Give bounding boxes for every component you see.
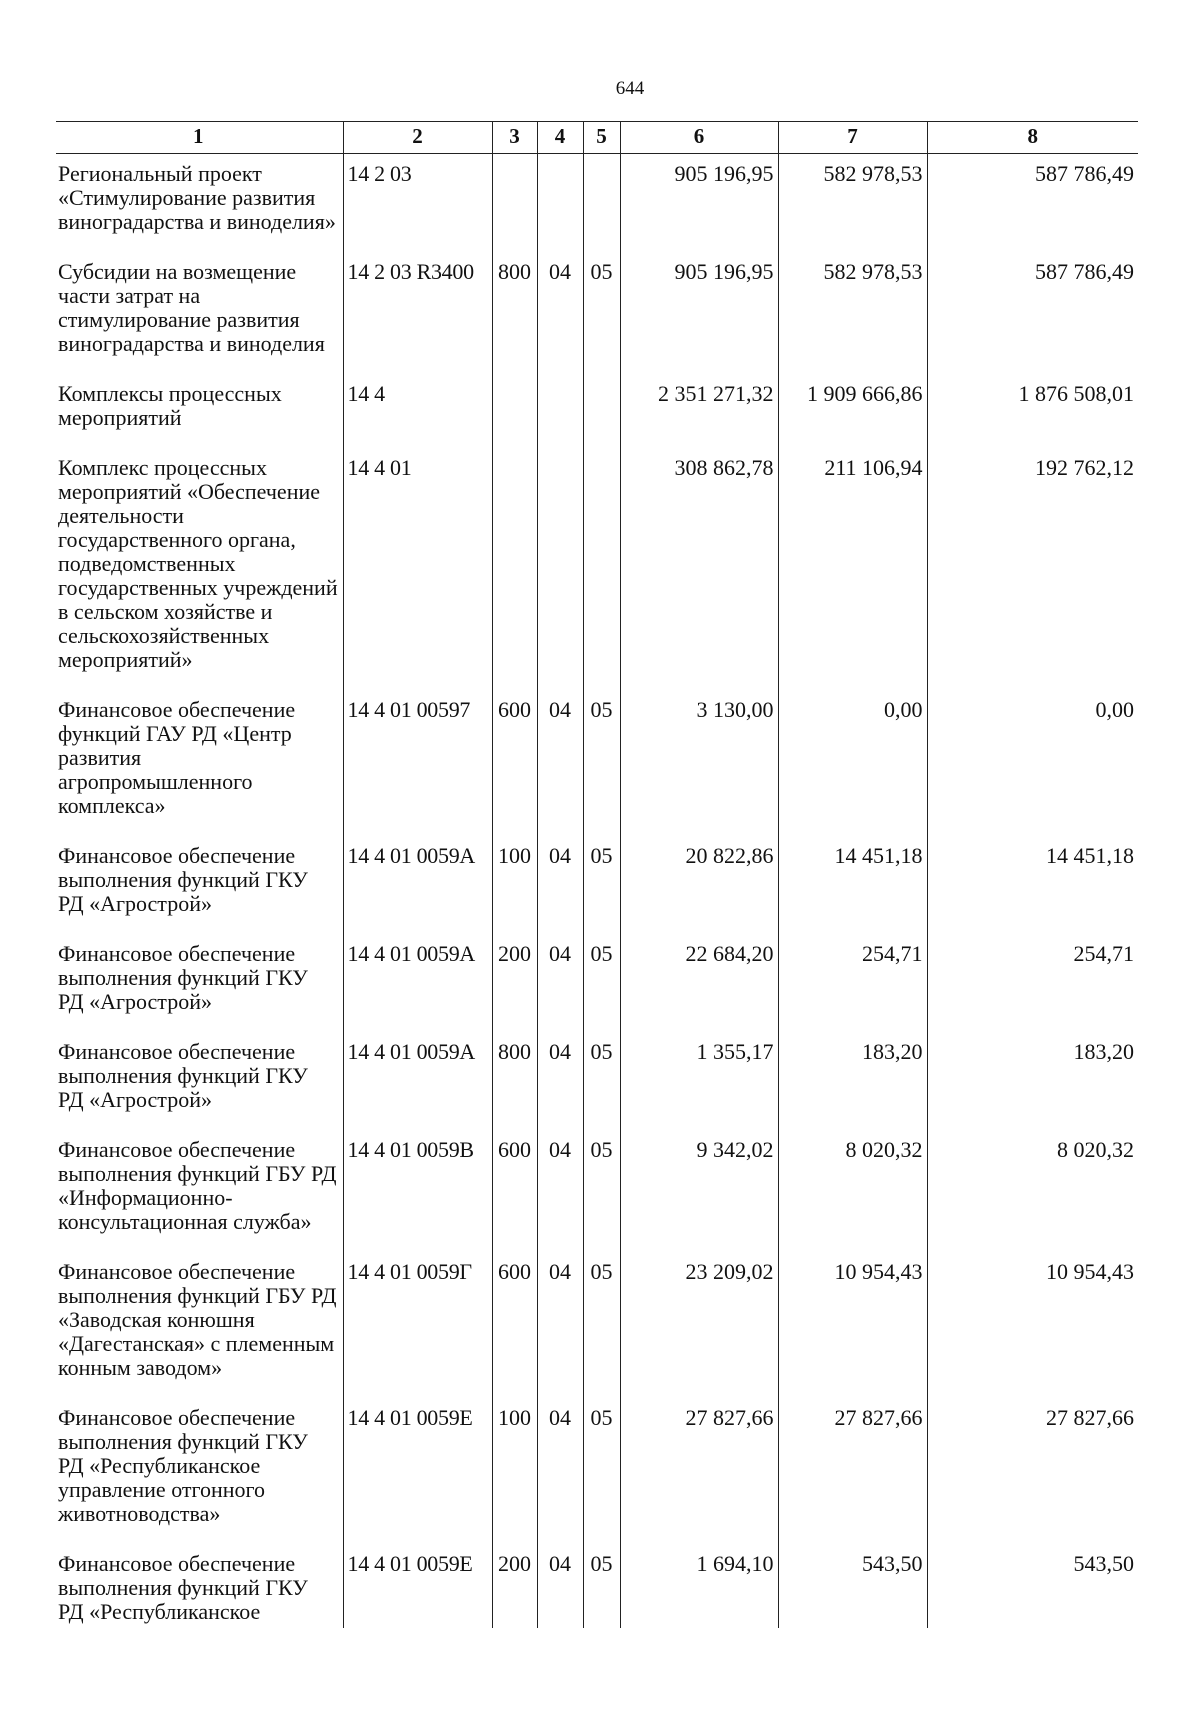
row-name-cell: Финансовое обеспечение выполнения функций ГКУ РД «Агрострой» [56, 1032, 343, 1130]
row-col5-cell: 05 [583, 1544, 620, 1628]
page-number: 644 [615, 78, 645, 99]
row-col3-cell [492, 154, 537, 253]
row-code-cell: 14 2 03 [343, 154, 492, 253]
table-row [56, 374, 1138, 448]
column-header-8: 8 [927, 122, 1138, 154]
row-col4-cell: 04 [537, 1398, 583, 1544]
row-value6-cell: 23 209,02 [620, 1252, 778, 1398]
row-col5-cell: 05 [583, 1398, 620, 1544]
column-header-6: 6 [620, 122, 778, 154]
row-code-cell: 14 4 [343, 374, 492, 448]
row-value8-cell: 14 451,18 [927, 836, 1138, 934]
row-col4-cell: 04 [537, 934, 583, 1032]
table-row [56, 1398, 1138, 1544]
row-col4-cell: 04 [537, 690, 583, 836]
row-value8-cell: 0,00 [927, 690, 1138, 836]
row-col4-cell: 04 [537, 1130, 583, 1252]
row-col4-cell: 04 [537, 836, 583, 934]
table-row [56, 934, 1138, 1032]
row-value7-cell: 211 106,94 [778, 448, 927, 690]
table-row [56, 1032, 1138, 1130]
row-code-cell: 14 4 01 0059А [343, 934, 492, 1032]
row-code-cell: 14 4 01 0059Е [343, 1398, 492, 1544]
table-row [56, 154, 1138, 253]
column-header-4: 4 [537, 122, 583, 154]
row-name-cell: Финансовое обеспечение выполнения функций ГКУ РД «Республиканское управление отгонного животноводства» [56, 1398, 343, 1544]
row-value7-cell: 10 954,43 [778, 1252, 927, 1398]
column-header-5: 5 [583, 122, 620, 154]
row-col5-cell: 05 [583, 690, 620, 836]
table-row [56, 1544, 1138, 1628]
row-code-cell: 14 2 03 R3400 [343, 252, 492, 374]
row-code-cell: 14 4 01 0059Е [343, 1544, 492, 1628]
row-col5-cell [583, 374, 620, 448]
row-value6-cell: 905 196,95 [620, 252, 778, 374]
table-body [56, 154, 1138, 1629]
row-col4-cell: 04 [537, 1032, 583, 1130]
row-name-cell: Субсидии на возмещение части затрат на стимулирование развития виноградарства и виноделия [56, 252, 343, 374]
row-col4-cell: 04 [537, 1252, 583, 1398]
row-value7-cell: 582 978,53 [778, 154, 927, 253]
row-code-cell: 14 4 01 0059Г [343, 1252, 492, 1398]
row-name-cell: Финансовое обеспечение выполнения функций ГБУ РД «Информационно-консультационная служба» [56, 1130, 343, 1252]
row-col5-cell: 05 [583, 836, 620, 934]
row-value6-cell: 905 196,95 [620, 154, 778, 253]
budget-table [56, 121, 1138, 1628]
row-col3-cell: 600 [492, 1130, 537, 1252]
row-value8-cell: 10 954,43 [927, 1252, 1138, 1398]
row-value7-cell: 8 020,32 [778, 1130, 927, 1252]
row-value8-cell: 183,20 [927, 1032, 1138, 1130]
row-name-cell: Комплекс процессных мероприятий «Обеспечение деятельности государственного органа, подведомственных государственных учреждений в сельском хозяйстве и сельскохозяйственных мероприятий» [56, 448, 343, 690]
row-col3-cell: 600 [492, 1252, 537, 1398]
row-col3-cell: 200 [492, 1544, 537, 1628]
row-col5-cell: 05 [583, 1130, 620, 1252]
row-value6-cell: 1 355,17 [620, 1032, 778, 1130]
table-row [56, 690, 1138, 836]
row-name-cell: Финансовое обеспечение выполнения функций ГКУ РД «Агрострой» [56, 934, 343, 1032]
row-name-cell: Финансовое обеспечение выполнения функций ГКУ РД «Республиканское [56, 1544, 343, 1628]
column-header-2: 2 [343, 122, 492, 154]
row-col5-cell: 05 [583, 1032, 620, 1130]
column-header-7: 7 [778, 122, 927, 154]
table-header [56, 122, 1138, 154]
header-row [56, 122, 1138, 154]
row-col3-cell: 600 [492, 690, 537, 836]
row-code-cell: 14 4 01 00597 [343, 690, 492, 836]
row-col3-cell: 200 [492, 934, 537, 1032]
row-col3-cell: 800 [492, 1032, 537, 1130]
column-header-3: 3 [492, 122, 537, 154]
row-value7-cell: 183,20 [778, 1032, 927, 1130]
row-name-cell: Финансовое обеспечение выполнения функций ГКУ РД «Агрострой» [56, 836, 343, 934]
column-header-1: 1 [56, 122, 343, 154]
row-value7-cell: 1 909 666,86 [778, 374, 927, 448]
row-value6-cell: 27 827,66 [620, 1398, 778, 1544]
row-col4-cell [537, 374, 583, 448]
row-col4-cell [537, 154, 583, 253]
row-value7-cell: 14 451,18 [778, 836, 927, 934]
row-value8-cell: 192 762,12 [927, 448, 1138, 690]
row-value6-cell: 22 684,20 [620, 934, 778, 1032]
row-value7-cell: 27 827,66 [778, 1398, 927, 1544]
row-col3-cell [492, 374, 537, 448]
row-value6-cell: 20 822,86 [620, 836, 778, 934]
row-value6-cell: 1 694,10 [620, 1544, 778, 1628]
row-value6-cell: 2 351 271,32 [620, 374, 778, 448]
row-name-cell: Финансовое обеспечение выполнения функций ГБУ РД «Заводская конюшня «Дагестанская» с племенным конным заводом» [56, 1252, 343, 1398]
row-col5-cell: 05 [583, 934, 620, 1032]
table-row [56, 836, 1138, 934]
row-col3-cell: 800 [492, 252, 537, 374]
row-code-cell: 14 4 01 0059А [343, 1032, 492, 1130]
row-col4-cell: 04 [537, 1544, 583, 1628]
row-value8-cell: 8 020,32 [927, 1130, 1138, 1252]
row-value7-cell: 254,71 [778, 934, 927, 1032]
table-row [56, 252, 1138, 374]
row-value6-cell: 9 342,02 [620, 1130, 778, 1252]
row-col5-cell [583, 154, 620, 253]
row-name-cell: Комплексы процессных мероприятий [56, 374, 343, 448]
row-col4-cell: 04 [537, 252, 583, 374]
row-code-cell: 14 4 01 0059В [343, 1130, 492, 1252]
row-col5-cell [583, 448, 620, 690]
row-name-cell: Региональный проект «Стимулирование развития виноградарства и виноделия» [56, 154, 343, 253]
table-row [56, 1130, 1138, 1252]
row-name-cell: Финансовое обеспечение функций ГАУ РД «Центр развития агропромышленного комплекса» [56, 690, 343, 836]
row-code-cell: 14 4 01 0059А [343, 836, 492, 934]
row-value7-cell: 543,50 [778, 1544, 927, 1628]
row-value8-cell: 587 786,49 [927, 154, 1138, 253]
row-value8-cell: 254,71 [927, 934, 1138, 1032]
row-col3-cell [492, 448, 537, 690]
row-value8-cell: 543,50 [927, 1544, 1138, 1628]
row-col3-cell: 100 [492, 1398, 537, 1544]
row-code-cell: 14 4 01 [343, 448, 492, 690]
row-col5-cell: 05 [583, 1252, 620, 1398]
row-value6-cell: 308 862,78 [620, 448, 778, 690]
table-row [56, 448, 1138, 690]
row-col4-cell [537, 448, 583, 690]
row-col3-cell: 100 [492, 836, 537, 934]
row-value7-cell: 0,00 [778, 690, 927, 836]
row-col5-cell: 05 [583, 252, 620, 374]
row-value8-cell: 587 786,49 [927, 252, 1138, 374]
table-row [56, 1252, 1138, 1398]
row-value7-cell: 582 978,53 [778, 252, 927, 374]
row-value6-cell: 3 130,00 [620, 690, 778, 836]
row-value8-cell: 1 876 508,01 [927, 374, 1138, 448]
row-value8-cell: 27 827,66 [927, 1398, 1138, 1544]
